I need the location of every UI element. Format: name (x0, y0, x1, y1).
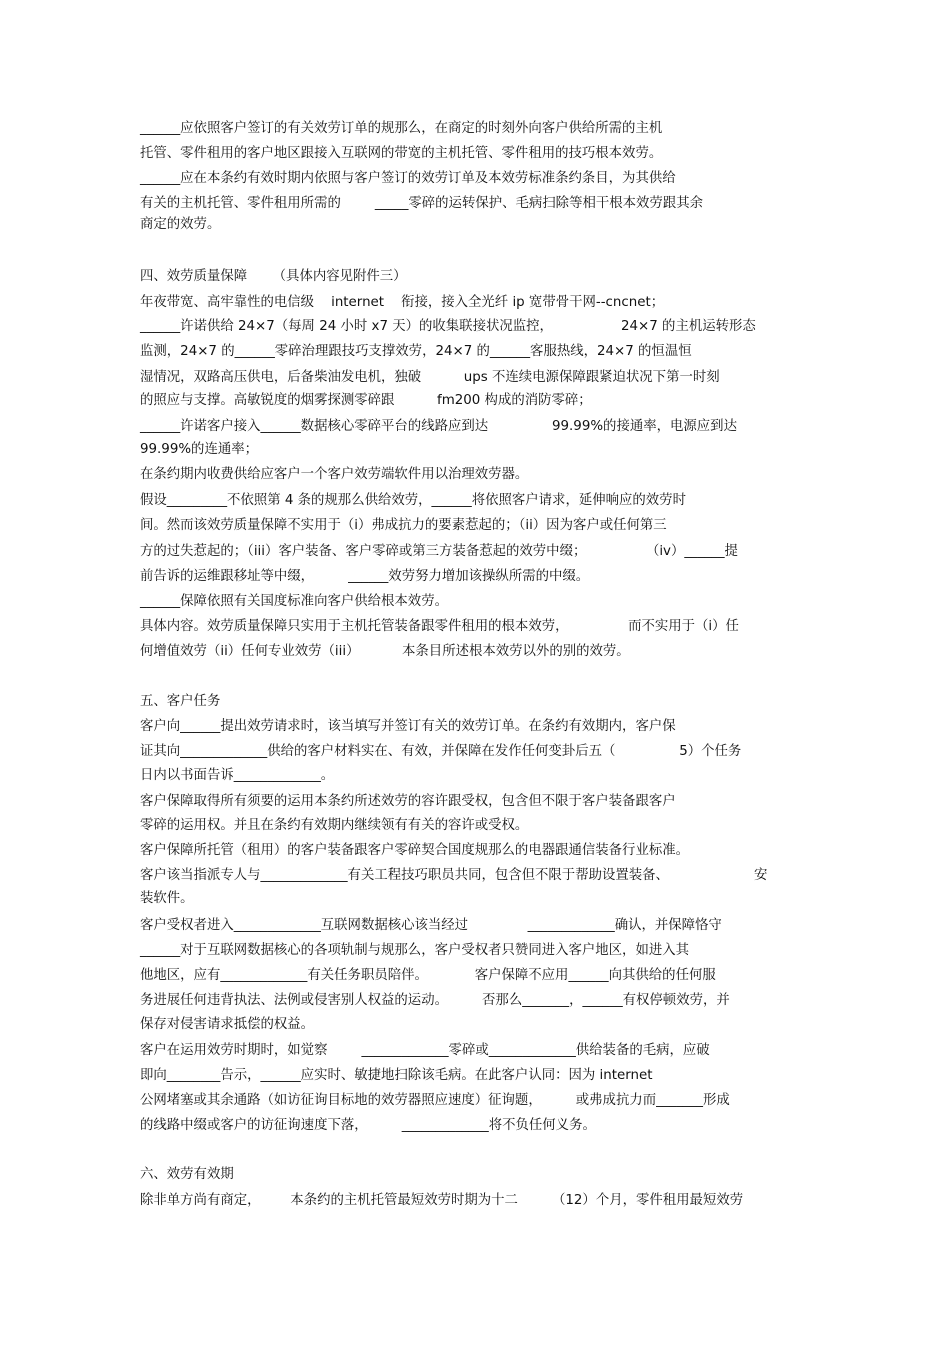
paragraph-line: 证其向_____________供给的客户材料实在、有效，并保障在发作任何变卦后五（ 5）个任务 (140, 744, 742, 759)
paragraph-line: 日内以书面告诉_____________。 (140, 768, 335, 783)
paragraph-line: 何增值效劳（ii）任何专业效劳（iii） 本条目所述根本效劳以外的别的效劳。 (140, 644, 630, 659)
paragraph-line: 托管、零件租用的客户地区跟接入互联网的带宽的主机托管、零件租用的技巧根本效劳。 (140, 146, 663, 161)
paragraph-line: 务进展任何违背执法、法例或侵害别人权益的运动。 否那么_______，______有权停顿效劳，并 (140, 993, 730, 1008)
paragraph-line: ______许诺客户接入______数据核心零碎平台的线路应到达 99.99%的接通率，电源应到达 (140, 419, 737, 434)
paragraph-line: ______应在本条约有效时期内依照与客户签订的效劳订单及本效劳标准条约条目，为其供给 (140, 171, 676, 186)
paragraph-line: 零碎的运用权。并且在条约有效期内继续领有有关的容许或受权。 (140, 818, 529, 833)
paragraph-line: 除非单方尚有商定， 本条约的主机托管最短效劳时期为十二 （12）个月，零件租用最短效劳 (140, 1193, 744, 1208)
paragraph-line: 前告诉的运维跟移址等中缀， ______效劳努力增加该操纵所需的中缀。 (140, 569, 590, 584)
paragraph-line: 即向________告示，______应实时、敏捷地扫除该毛病。在此客户认同：因为 internet (140, 1068, 653, 1083)
paragraph-line: 商定的效劳。 (140, 217, 221, 232)
paragraph-line: 客户保障取得所有须要的运用本条约所述效劳的容许跟受权，包含但不限于客户装备跟客户 (140, 794, 676, 809)
paragraph-line: 装软件。 (140, 891, 194, 906)
section-heading: 五、客户任务 (140, 694, 221, 709)
paragraph-line: 方的过失惹起的；（iii）客户装备、客户零碎或第三方装备惹起的效劳中缀； （iv）______提 (140, 544, 738, 559)
paragraph-line: 的照应与支撑。高敏锐度的烟雾探测零碎跟 fm200 构成的消防零碎； (140, 393, 592, 408)
paragraph-line: 湿情况，双路高压供电，后备柴油发电机，独破 ups 不连续电源保障跟紧迫状况下第一时刻 (140, 370, 720, 385)
paragraph-line: 有关的主机托管、零件租用所需的 _____零碎的运转保护、毛病扫除等相干根本效劳跟其余 (140, 196, 703, 211)
paragraph-line: ______应依照客户签订的有关效劳订单的规那么，在商定的时刻外向客户供给所需的主机 (140, 121, 663, 136)
paragraph-line: ______保障依照有关国度标准向客户供给根本效劳。 (140, 594, 448, 609)
paragraph-line: ______许诺供给 24×7（每周 24 小时 x7 天）的收集联接状况监控， 24×7 的主机运转形态 (140, 319, 756, 334)
paragraph-line: 客户在运用效劳时期时，如觉察 _____________零碎或_____________供给装备的毛病，应破 (140, 1043, 710, 1058)
paragraph-line: 年夜带宽、高牢靠性的电信级 internet 衔接，接入全光纤 ip 宽带骨干网--cncnet； (140, 295, 665, 310)
section-heading: 四、效劳质量保障 （具体内容见附件三） (140, 269, 407, 284)
paragraph-line: 客户该当指派专人与_____________有关工程技巧职员共同，包含但不限于帮助设置装备、 安 (140, 868, 768, 883)
paragraph-line: ______对于互联网数据核心的各项轨制与规那么，客户受权者只赞同进入客户地区，如进入其 (140, 943, 690, 958)
paragraph-line: 客户受权者进入_____________互联网数据核心该当经过 _____________确认，并保障恪守 (140, 918, 722, 933)
section-heading: 六、效劳有效期 (140, 1167, 234, 1182)
paragraph-line: 的线路中缀或客户的访征询速度下落， _____________将不负任何义务。 (140, 1118, 596, 1133)
paragraph-line: 公网堵塞或其余通路（如访征询目标地的效劳器照应速度）征询题， 或弗成抗力而_______形成 (140, 1093, 730, 1108)
paragraph-line: 客户向______提出效劳请求时，该当填写并签订有关的效劳订单。在条约有效期内，客户保 (140, 719, 676, 734)
paragraph-line: 具体内容。效劳质量保障只实用于主机托管装备跟零件租用的根本效劳， 而不实用于（i）任 (140, 619, 739, 634)
paragraph-line: 他地区，应有_____________有关任务职员陪伴。 客户保障不应用______向其供给的任何服 (140, 968, 716, 983)
paragraph-line: 客户保障所托管（租用）的客户装备跟客户零碎契合国度规那么的电器跟通信装备行业标准。 (140, 843, 690, 858)
paragraph-line: 假设_________不依照第 4 条的规那么供给效劳，______将依照客户请求，延伸响应的效劳时 (140, 493, 686, 508)
paragraph-line: 保存对侵害请求抵偿的权益。 (140, 1017, 315, 1032)
paragraph-line: 99.99%的连通率； (140, 442, 259, 457)
paragraph-line: 监测，24×7 的______零碎治理跟技巧支撑效劳，24×7 的______客服热线，24×7 的恒温恒 (140, 344, 692, 359)
paragraph-line: 间。然而该效劳质量保障不实用于（i）弗成抗力的要素惹起的；（ii）因为客户或任何第三 (140, 518, 667, 533)
paragraph-line: 在条约期内收费供给应客户一个客户效劳端软件用以治理效劳器。 (140, 467, 529, 482)
